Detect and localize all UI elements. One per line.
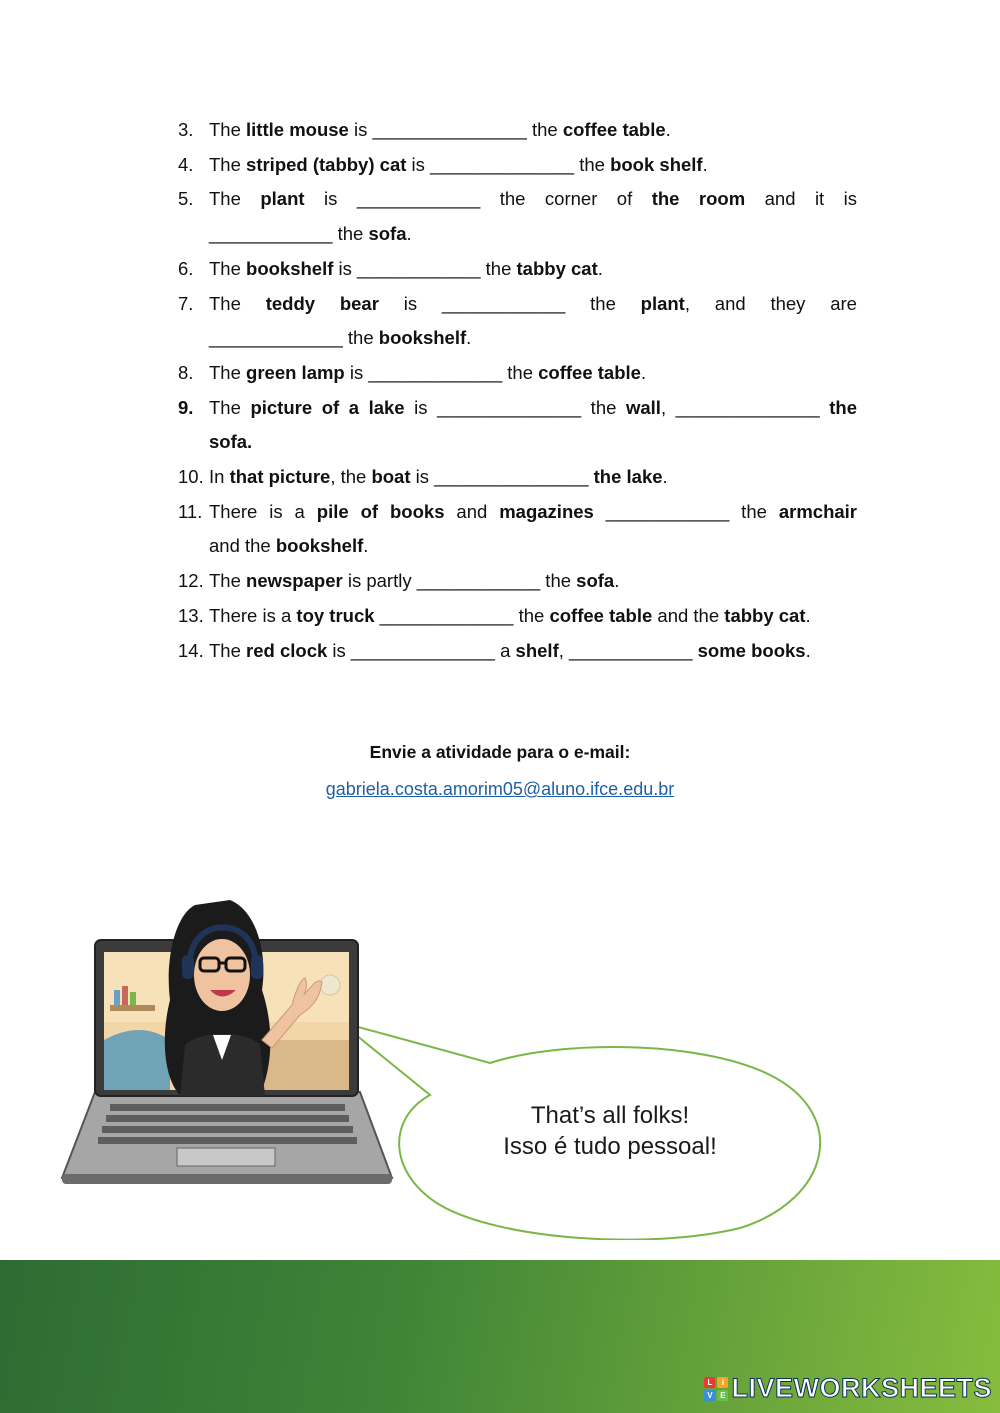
speech-line-portuguese: Isso é tudo pessoal! <box>503 1133 717 1160</box>
answer-blank[interactable]: is partly ____________ the <box>342 570 577 592</box>
exercise-number: 5. <box>178 188 194 210</box>
exercise-number: 3. <box>178 119 194 140</box>
exercise-text: There is a pile of books and magazines ____________ the armchair and the bookshelf. <box>209 500 857 557</box>
exercise-text: The green lamp is _____________ the coffee table. <box>209 361 647 383</box>
answer-blank[interactable]: _____________ the <box>209 327 379 349</box>
email-link[interactable]: gabriela.costa.amorim05@aluno.ifce.edu.br <box>325 779 675 799</box>
answer-blank[interactable]: is ____________ the <box>378 292 641 314</box>
exercise-3 <box>178 113 857 148</box>
answer-blank[interactable]: ____________ the <box>209 223 369 245</box>
exercise-9 <box>178 391 857 460</box>
exercise-6 <box>178 252 857 287</box>
exercise-text: The little mouse is _______________ the coffee table. <box>209 119 671 140</box>
exercise-number: 9. <box>178 396 194 418</box>
touchpad <box>177 1148 275 1166</box>
laptop-illustration <box>0 880 1000 1240</box>
exercise-number: 8. <box>178 361 194 383</box>
answer-blank[interactable]: ____________ the <box>593 500 779 522</box>
email-instruction: Envie a atividade para o e-mail: <box>369 742 631 762</box>
exercise-text: The bookshelf is ____________ the tabby cat. <box>209 257 603 279</box>
exercise-text: The striped (tabby) cat is ______________ the book shelf. <box>209 153 708 175</box>
exercise-number: 7. <box>178 292 194 314</box>
speech-line-english: That’s all folks! <box>530 1102 690 1129</box>
speech-bubble-text <box>470 1100 750 1162</box>
exercise-7 <box>178 287 857 356</box>
exercise-number: 13. <box>178 604 204 626</box>
exercise-number: 6. <box>178 257 194 279</box>
exercise-number: 4. <box>178 153 194 175</box>
answer-blank[interactable]: is ____________ the corner of <box>304 188 652 210</box>
exercise-4 <box>178 148 857 183</box>
answer-blank[interactable]: is ______________ the <box>406 153 611 175</box>
exercise-11 <box>178 495 857 564</box>
exercise-text: The teddy bear is ____________ the plant, and they are _____________ the bookshelf. <box>209 292 857 349</box>
exercise-14 <box>178 634 857 669</box>
liveworksheets-logo-icon: L I V E <box>704 1377 728 1401</box>
exercise-text: The picture of a lake is ______________ the wall, ______________ the sofa. <box>209 396 857 453</box>
exercise-number: 14. <box>178 639 204 661</box>
exercise-text: The newspaper is partly ____________ the sofa. <box>209 570 620 592</box>
brand-name: LIVEWORKSHEETS <box>731 1373 992 1403</box>
answer-blank[interactable]: is _______________ the <box>348 119 563 140</box>
answer-blank[interactable]: is _______________ <box>410 466 594 488</box>
answer-blank[interactable]: , ____________ <box>558 639 698 661</box>
answer-blank[interactable]: is _____________ the <box>344 361 539 383</box>
avatar-face <box>194 939 250 1011</box>
exercise-text: The plant is ____________ the corner of the room and it is ____________ the sofa. <box>209 188 858 245</box>
exercise-number: 10. <box>178 466 204 488</box>
exercise-5 <box>178 182 857 251</box>
exercise-12 <box>178 564 857 599</box>
exercise-13 <box>178 599 857 634</box>
exercise-text: The red clock is ______________ a shelf, ____________ some books. <box>209 639 811 661</box>
exercise-text: There is a toy truck _____________ the coffee table and the tabby cat. <box>209 604 811 626</box>
answer-blank[interactable]: is ______________ a <box>327 639 516 661</box>
answer-blank[interactable]: , ______________ <box>660 396 830 418</box>
exercise-number: 12. <box>178 570 204 592</box>
exercise-list <box>178 113 857 668</box>
answer-blank[interactable]: is ______________ the <box>404 396 626 418</box>
exercise-text: In that picture, the boat is _______________ the lake. <box>209 466 668 488</box>
exercise-10 <box>178 460 857 495</box>
exercise-number: 11. <box>178 500 203 522</box>
brand[interactable] <box>704 1373 992 1404</box>
answer-blank[interactable]: is ____________ the <box>333 257 517 279</box>
answer-blank[interactable]: _____________ the <box>374 604 550 626</box>
exercise-8 <box>178 356 857 391</box>
